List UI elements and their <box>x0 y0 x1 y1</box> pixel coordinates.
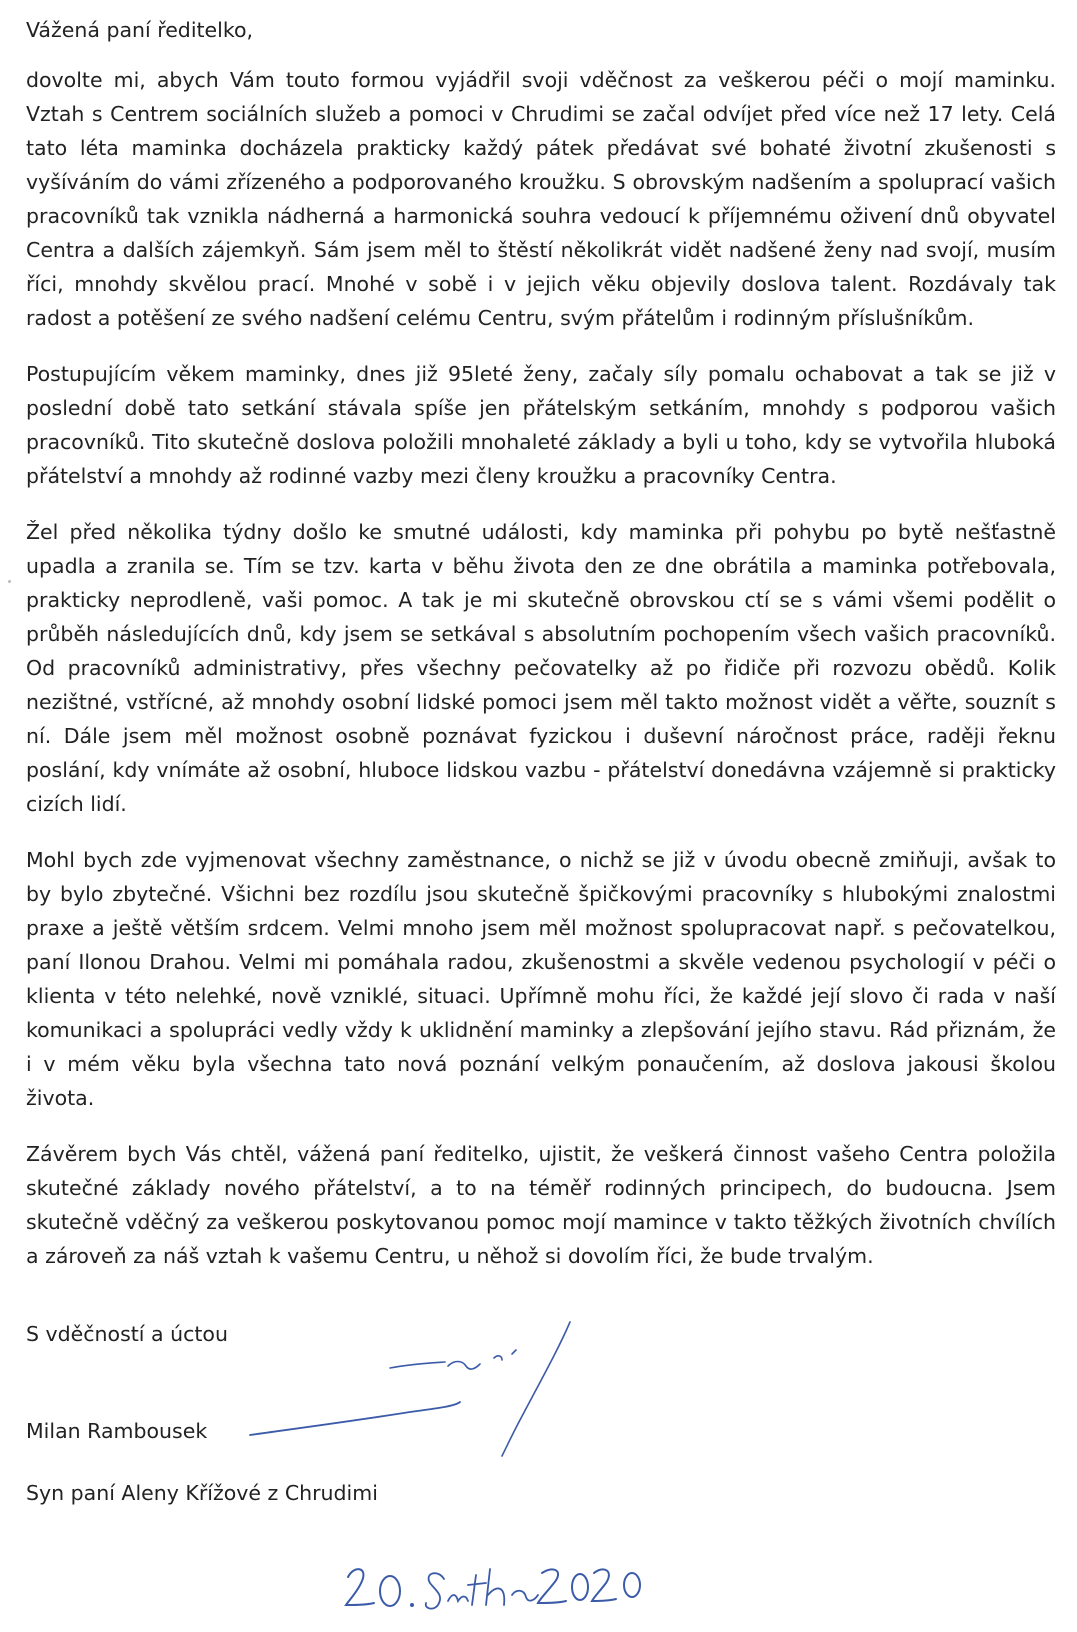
scan-mark <box>8 580 11 583</box>
paragraph-1: dovolte mi, abych Vám touto formou vyjádřil svoji vděčnost za veškerou péči o mojí maminku. Vztah s Centrem sociálních služeb a pomoci v Chrudimi se začal odvíjet před více než 17 lety. Celá tato léta maminka docházela prakticky každý pátek předávat své bohaté životní zkušenosti s vyšíváním do vámi zřízeného a podporovaného kroužku. S obrovským nadšením a spoluprací vašich pracovníků tak vznikla nádherná a harmonická souhra vedoucí k příjemnému oživení dnů obyvatel Centra a dalších zájemkyň. Sám jsem měl to štěstí několikrát vidět nadšené ženy nad svojí, musím říci, mnohdy skvělou prací. Mnohé v sobě i v jejich věku objevily doslova talent. Rozdávaly tak radost a potěšení ze svého nadšení celému Centru, svým přátelům i rodinným příslušníkům. <box>26 68 1056 330</box>
paragraph-2: Postupujícím věkem maminky, dnes již 95leté ženy, začaly síly pomalu ochabovat a tak se již v poslední době tato setkání stávala spíše jen přátelským setkáním, mnohdy s podporou vašich pracovníků. Tito skutečně doslova položili mnohaleté základy a byli u toho, kdy se vytvořila hluboká přátelství a mnohdy až rodinné vazby mezi členy kroužku a pracovníky Centra. <box>26 362 1056 488</box>
handwritten-date <box>340 1555 670 1625</box>
paragraph-5: Závěrem bych Vás chtěl, vážená paní ředitelko, ujistit, že veškerá činnost vašeho Centra položila skutečné základy nového přátelství, a to na téměř rodinných principech, do budoucna. Jsem skutečně vděčný za veškerou poskytovanou pomoc mojí mamince v takto těžkých životních chvílích a zároveň za náš vztah k vašemu Centru, u něhož si dovolím říci, že bude trvalým. <box>26 1142 1056 1268</box>
letter-body <box>26 63 1056 1295</box>
paragraph-4: Mohl bych zde vyjmenovat všechny zaměstnance, o nichž se již v úvodu obecně zmiňuji, avšak to by bylo zbytečné. Všichni bez rozdílu jsou skutečně špičkovými pracovníky s hlubokými znalostmi praxe a ještě větším srdcem. Velmi mnoho jsem měl možnost spolupracovat např. s pečovatelkou, paní Ilonou Drahou. Velmi mi pomáhala radou, zkušenostmi a skvěle vedenou psychologií v péči o klienta v této nelehké, nově vzniklé, situaci. Upřímně mohu říci, že každé její slovo či rada v naší komunikaci a spolupráci vedly vždy k uklidnění maminky a zlepšování jejího stavu. Rád přiznám, že i v mém věku byla všechna tato nová poznání velkým ponaučením, až doslova jakousi školou života. <box>26 848 1056 1110</box>
signer-relation: Syn paní Aleny Křížové z Chrudimi <box>26 1481 378 1505</box>
handwritten-date-text <box>0 0 1 1</box>
signer-name: Milan Rambousek <box>26 1419 208 1443</box>
paragraph-3: Žel před několika týdny došlo ke smutné události, kdy maminka při pohybu po bytě nešťastně upadla a zranila se. Tím se tzv. karta v běhu života den ze dne obrátila a maminka potřebovala, prakticky neprodleně, vaši pomoc. A tak je mi skutečně obrovskou ctí se s vámi všemi podělit o průběh následujících dnů, kdy jsem se setkával s absolutním pochopením všech vašich pracovníků. Od pracovníků administrativy, přes všechny pečovatelky až po řidiče při rozvozu obědů. Kolik nezištné, vstřícné, až mnohdy osobní lidské pomoci jsem měl takto možnost vidět a věřte, souznít s ní. Dále jsem měl možnost osobně poznávat fyzickou i duševní náročnost práce, raději řeknu poslání, kdy vnímáte až osobní, hluboce lidskou vazbu - přátelství donedávna vzájemně si prakticky cizích lidí. <box>26 520 1056 816</box>
signature-icon <box>240 1320 620 1460</box>
salutation: Vážená paní ředitelko, <box>26 18 254 42</box>
closing: S vděčností a úctou <box>26 1322 228 1346</box>
